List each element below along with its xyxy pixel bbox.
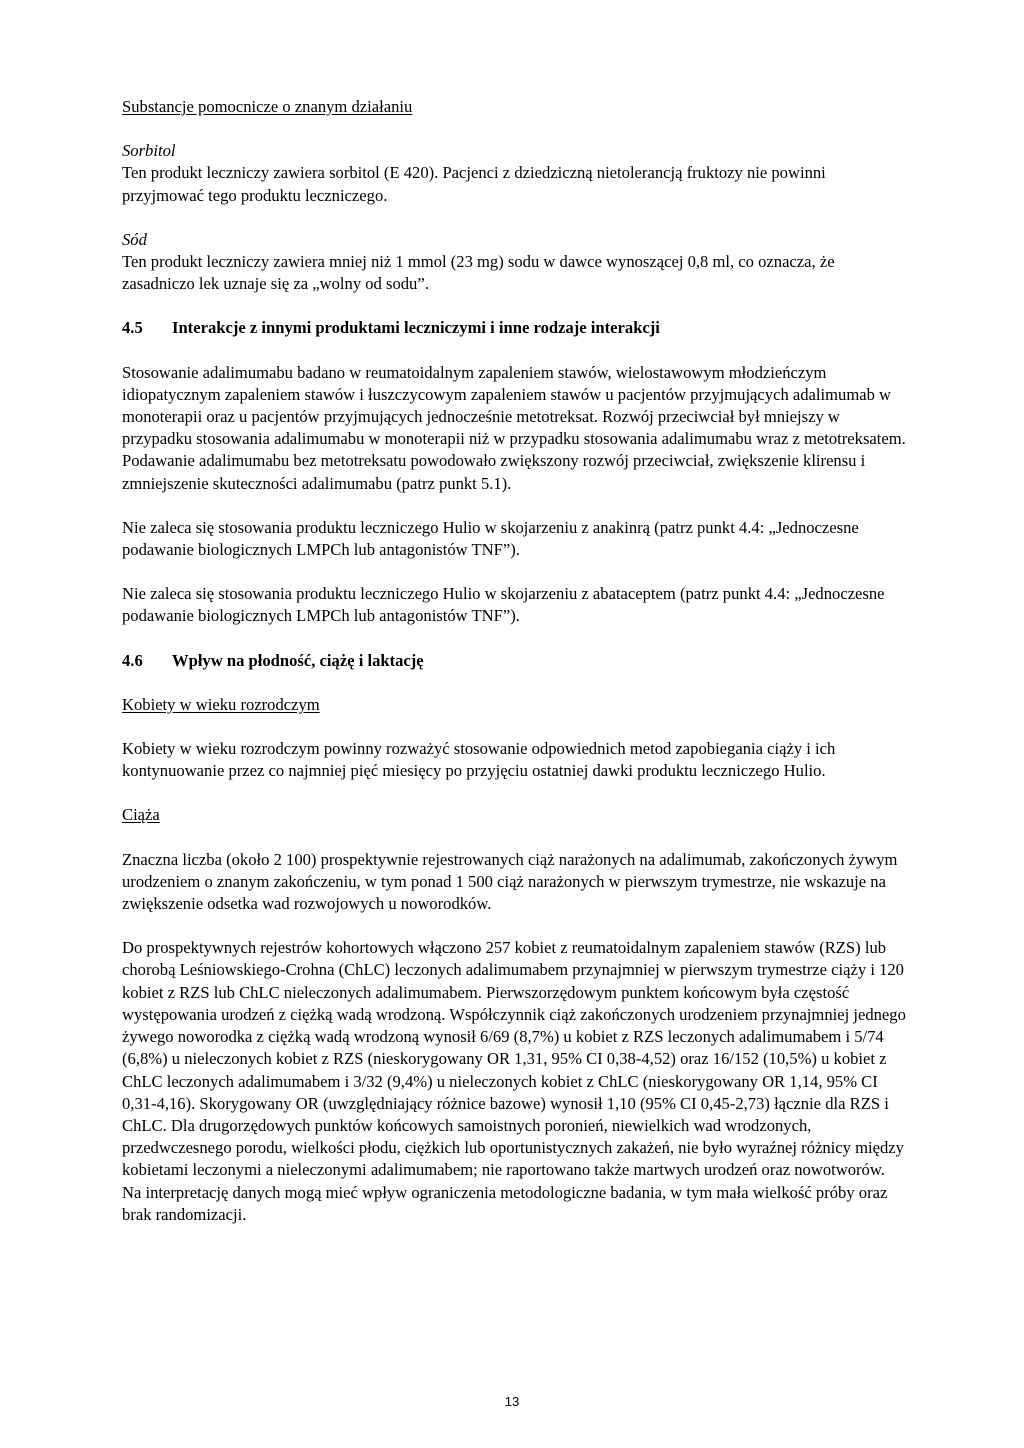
interactions-paragraph-3: Nie zaleca się stosowania produktu leczniczego Hulio w skojarzeniu z abataceptem (patrz punkt 4.4: „Jednoczesne podawanie biologicznych LMPCh lub antagonistów TNF”). (122, 584, 885, 626)
interactions-paragraph-1: Stosowanie adalimumabu badano w reumatoidalnym zapaleniem stawów, wielostawowym młodzieńczym idiopatycznym zapaleniem stawów i łuszczycowym zapaleniem stawów u pacjentów przyjmujących adalimumab w monoterapii oraz u pacjentów przyjmujących jednocześnie metotreksat. Rozwój przeciwciał był mniejszy w przypadku stosowania adalimumabu w monoterapii niż w przypadku stosowania adalimumabu wraz z metotreksatem. Podawanie adalimumabu bez metotreksatu powodowało zwiększony rozwój przeciwciał, zwiększenie klirensu i zmniejszenie skuteczności adalimumabu (patrz punkt 5.1). (122, 362, 906, 493)
pregnancy-paragraph-2: Do prospektywnych rejestrów kohortowych włączono 257 kobiet z reumatoidalnym zapaleniem stawów (RZS) lub chorobą Leśniowskiego-Crohna (ChLC) leczonych adalimumabem przynajmniej w pierwszym trymestrze ciąży i 120 kobiet z RZS lub ChLC nieleczonych adalimumabem. Pierwszorzędowym punktem końcowym była częstość występowania urodzeń z ciężką wadą wrodzoną. Współczynnik ciąż zakończonych urodzeniem przynajmniej jednego żywego noworodka z ciężką wadą wrodzoną wynosił 6/69 (8,7%) u kobiet z RZS leczonych adalimumabem i 5/74 (6,8%) u nieleczonych kobiet z RZS (nieskorygowany OR 1,31, 95% CI 0,38-4,52) oraz 16/152 (10,5%) u kobiet z ChLC leczonych adalimumabem i 3/32 (9,4%) u nieleczonych kobiet z ChLC (nieskorygowany OR 1,14, 95% CI 0,31-4,16). Skorygowany OR (uwzględniający różnice bazowe) wynosił 1,10 (95% CI 0,45-2,73) łącznie dla RZS i ChLC. Dla drugorzędowych punktów końcowych samoistnych poronień, niewielkich wad wrodzonych, przedwczesnego porodu, wielkości płodu, ciężkich lub oportunistycznych zakażeń, nie było wyraźnej różnicy między kobietami leczonymi a nieleczonymi adalimumabem; nie raportowano także martwych urodzeń oraz nowotworów. Na interpretację danych mogą mieć wpływ ograniczenia metodologiczne badania, w tym mała wielkość próby oraz brak randomizacji. (122, 938, 906, 1224)
section-4-6-number: 4.6 (122, 650, 143, 670)
sodium-label: Sód (122, 229, 147, 249)
sodium-text: Ten produkt leczniczy zawiera mniej niż 1 mmol (23 mg) sodu w dawce wynoszącej 0,8 ml, co oznacza, że zasadniczo lek uznaje się za „wolny od sodu”. (122, 252, 835, 294)
women-heading: Kobiety w wieku rozrodczym (122, 694, 320, 714)
pregnancy-paragraph-1: Znaczna liczba (około 2 100) prospektywnie rejestrowanych ciąż narażonych na adalimumab, zakończonych żywym urodzeniem o znanym zakończeniu, w tym ponad 1 500 ciąż narażonych w pierwszym trymestrze, nie wskazuje na zwiększenie odsetka wad rozwojowych u noworodków. (122, 849, 898, 914)
page-number: 13 (504, 1394, 520, 1409)
section-4-5-heading (122, 317, 908, 339)
section-4-6-title: Wpływ na płodność, ciążę i laktację (172, 650, 424, 670)
women-text: Kobiety w wieku rozrodczym powinny rozważyć stosowanie odpowiednich metod zapobiegania ciąży i ich kontynuowanie przez co najmniej pięć miesięcy po przyjęciu ostatniej dawki produktu leczniczego Hulio. (122, 739, 836, 781)
section-4-5-number: 4.5 (122, 318, 143, 338)
interactions-paragraph-2: Nie zaleca się stosowania produktu leczniczego Hulio w skojarzeniu z anakinrą (patrz punkt 4.4: „Jednoczesne podawanie biologicznych LMPCh lub antagonistów TNF”). (122, 517, 859, 560)
sorbitol-label: Sorbitol (122, 141, 176, 161)
pregnancy-heading: Ciąża (122, 805, 160, 825)
excipients-heading: Substancje pomocnicze o znanym działaniu (122, 97, 413, 116)
section-4-6-heading (122, 650, 908, 672)
document-page (122, 96, 908, 1226)
sorbitol-text: Ten produkt leczniczy zawiera sorbitol (E 420). Pacjenci z dziedziczną nietolerancją fruktozy nie powinni przyjmować tego produktu leczniczego. (122, 163, 826, 205)
section-4-5-title: Interakcje z innymi produktami leczniczymi i inne rodzaje interakcji (172, 318, 660, 338)
